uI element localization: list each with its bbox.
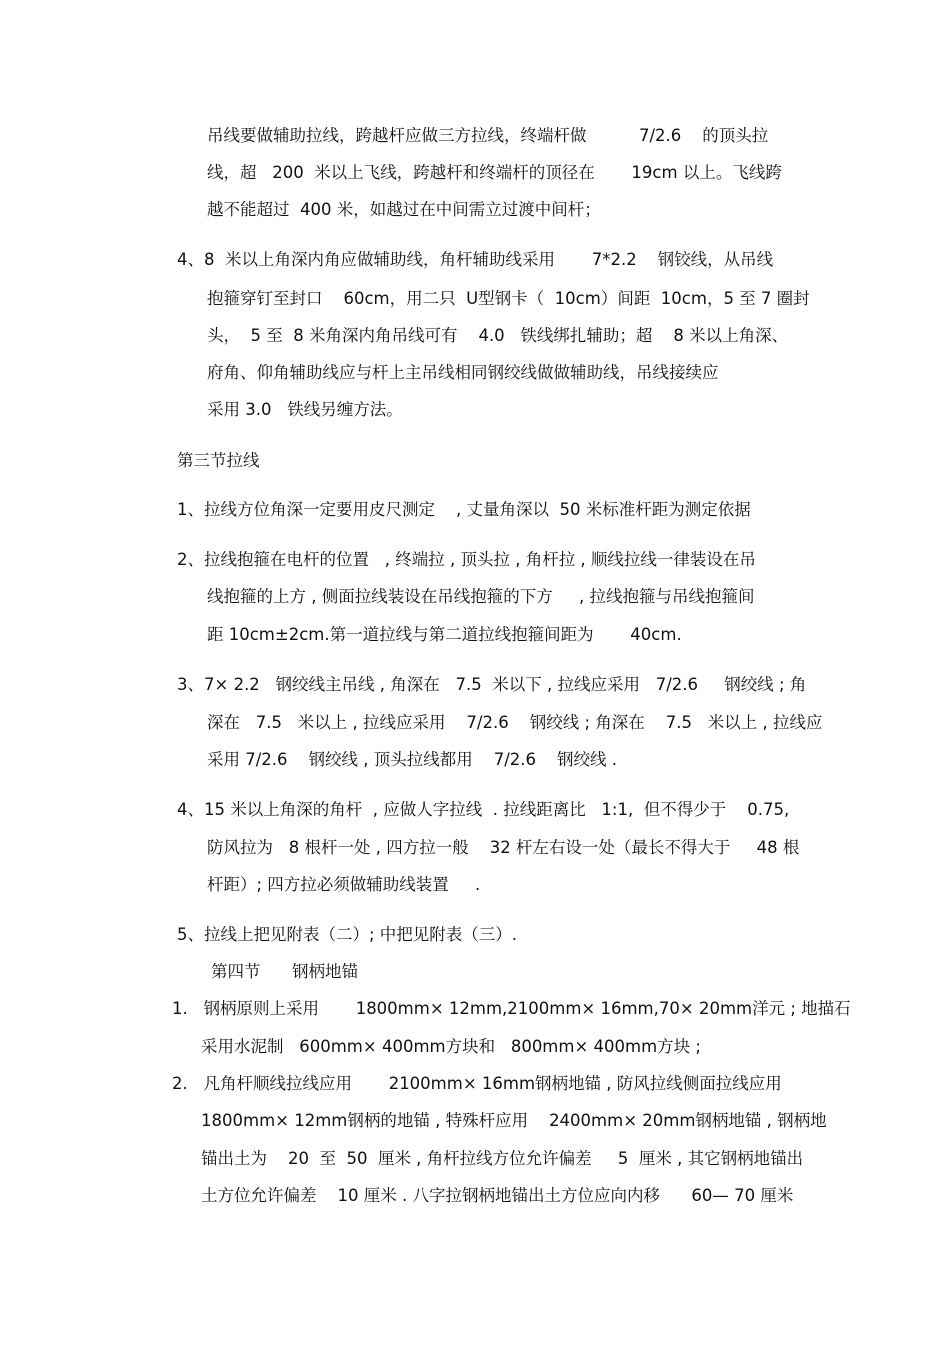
list-item-1: 1. 钢柄原则上采用 1800mm× 12mm,2100mm× 16mm,70× 20mm洋元 ; 地描石 xyxy=(172,999,851,1018)
text-line: 抱箍穿钉至封口 60cm，用二只 U型钢卡（ 10cm）间距 10cm，5 至 7 圈封 xyxy=(207,289,810,308)
list-item-2: 2、拉线抱箍在电杆的位置 , 终端拉 , 顶头拉 , 角杆拉 , 顺线拉线一律装设在吊 xyxy=(177,550,756,569)
text-line: 越不能超过 400 米，如越过在中间需立过渡中间杆； xyxy=(207,200,601,219)
text-line: 线抱箍的上方 , 侧面拉线装设在吊线抱箍的下方 , 拉线抱箍与吊线抱箍间 xyxy=(207,587,755,606)
text-line: 土方位允许偏差 10 厘米 . 八字拉钢柄地锚出土方位应向内移 60— 70 厘米 xyxy=(201,1186,794,1205)
text-line: 采用水泥制 600mm× 400mm方块和 800mm× 400mm方块 ; xyxy=(201,1037,701,1056)
text-line: 1800mm× 12mm钢柄的地锚 , 特殊杆应用 2400mm× 20mm钢柄地锚 , 钢柄地 xyxy=(201,1111,827,1130)
list-item-4: 4、15 米以上角深的角杆 , 应做人字拉线 . 拉线距离比 1:1, 但不得少于 0.75, xyxy=(177,800,790,819)
text-line: 府角、仰角辅助线应与杆上主吊线相同钢绞线做做辅助线，吊线接续应 xyxy=(207,363,719,382)
text-line: 深在 7.5 米以上 , 拉线应采用 7/2.6 钢绞线 ; 角深在 7.5 米以上 , 拉线应 xyxy=(207,713,823,732)
list-item-5: 5、拉线上把见附表（二）; 中把见附表（三）. xyxy=(177,925,518,944)
text-line: 距 10cm±2cm.第一道拉线与第二道拉线抱箍间距为 40cm. xyxy=(207,625,682,644)
text-line: 吊线要做辅助拉线，跨越杆应做三方拉线，终端杆做 7/2.6 的顶头拉 xyxy=(207,126,769,145)
text-line: 采用 7/2.6 钢绞线 , 顶头拉线都用 7/2.6 钢绞线 . xyxy=(207,750,618,769)
text-line: 线，超 200 米以上飞线，跨越杆和终端杆的顶径在 19cm 以上。飞线跨 xyxy=(207,163,782,182)
text-line: 锚出土为 20 至 50 厘米 , 角杆拉线方位允许偏差 5 厘米 , 其它钢柄地锚出 xyxy=(201,1149,804,1168)
list-item-3: 3、7× 2.2 钢绞线主吊线 , 角深在 7.5 米以下 , 拉线应采用 7/2.6 钢绞线 ; 角 xyxy=(177,675,807,694)
text-line: 头， 5 至 8 米角深内角吊线可有 4.0 铁线绑扎辅助；超 8 米以上角深、 xyxy=(207,326,789,345)
list-item-2: 2. 凡角杆顺线拉线应用 2100mm× 16mm钢柄地锚 , 防风拉线侧面拉线应用 xyxy=(172,1074,782,1093)
section-heading: 第四节 钢柄地锚 xyxy=(211,962,358,981)
list-item-4: 4、8 米以上角深内角应做辅助线，角杆辅助线采用 7*2.2 钢铰线，从吊线 xyxy=(177,250,774,269)
text-line: 采用 3.0 铁线另缠方法。 xyxy=(207,400,403,419)
text-line: 防风拉为 8 根杆一处 , 四方拉一般 32 杆左右设一处（最长不得大于 48 根 xyxy=(207,838,800,857)
list-item-1: 1、拉线方位角深一定要用皮尺测定 , 丈量角深以 50 米标准杆距为测定依据 xyxy=(177,500,751,519)
text-line: 杆距）; 四方拉必须做辅助线装置 . xyxy=(207,875,481,894)
section-heading: 第三节拉线 xyxy=(177,451,260,470)
